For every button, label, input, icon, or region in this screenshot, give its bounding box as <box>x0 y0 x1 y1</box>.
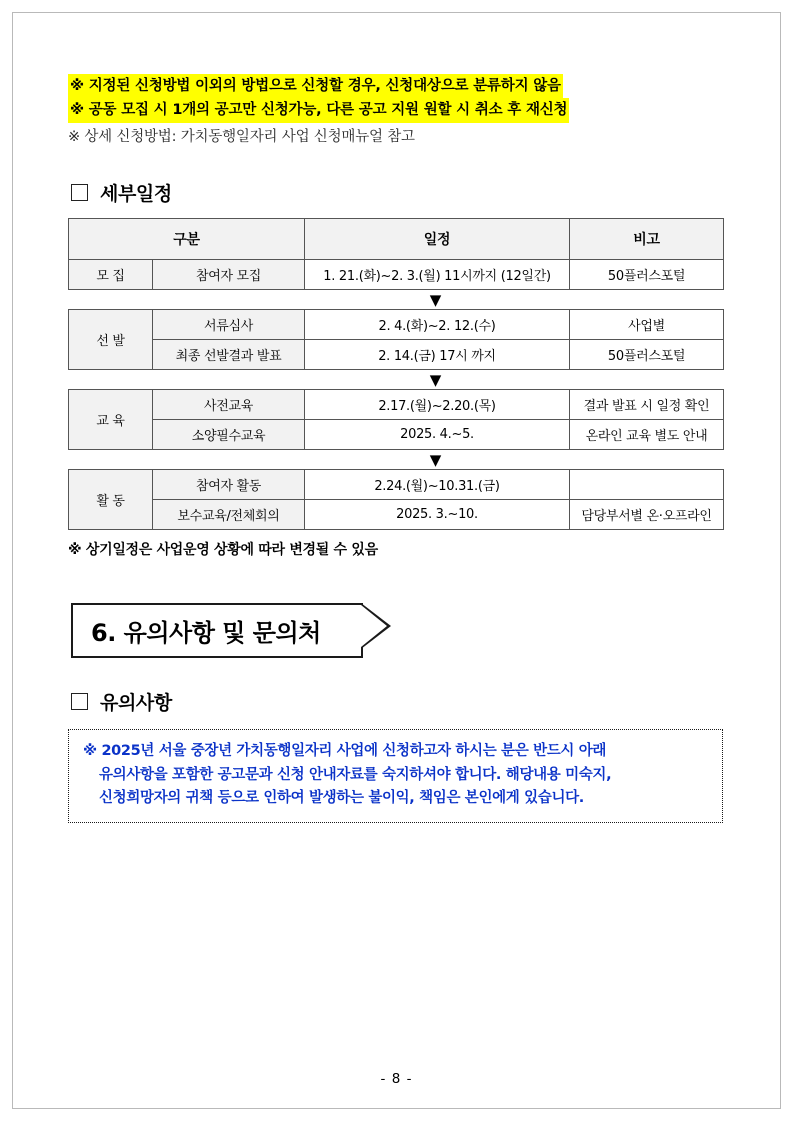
cell-subcategory: 참여자 활동 <box>153 470 305 500</box>
down-arrow-icon: ▼ <box>429 371 442 390</box>
page-number: - 8 - <box>380 1071 413 1087</box>
cell-date: 2.24.(월)~10.31.(금) <box>305 470 570 500</box>
page-content <box>68 74 728 823</box>
table-row <box>69 470 724 500</box>
section-heading-caution <box>71 688 728 715</box>
schedule-table-activity <box>68 469 724 530</box>
header-category: 구분 <box>69 219 305 260</box>
cell-subcategory: 보수교육/전체회의 <box>153 500 305 530</box>
cell-note: 50플러스포털 <box>570 260 724 290</box>
caution-line-1: ※ 2025년 서울 중장년 가치동행일자리 사업에 신청하고자 하시는 분은 반드시 아래 <box>83 743 607 760</box>
notice-highlight-2: ※ 공동 모집 시 1개의 공고만 신청가능, 다른 공고 지원 원할 시 취소 후 재신청 <box>68 98 569 122</box>
caution-box <box>68 729 723 822</box>
cell-subcategory: 사전교육 <box>153 390 305 420</box>
square-bullet-icon <box>71 693 88 710</box>
cell-note <box>570 470 724 500</box>
section-title-caution: 유의사항 <box>100 692 172 715</box>
notice-sub: ※ 상세 신청방법: 가치동행일자리 사업 신청매뉴얼 참고 <box>68 128 415 145</box>
cell-date: 2.17.(월)~2.20.(목) <box>305 390 570 420</box>
section-banner-wrap <box>71 603 363 658</box>
flow-arrow-3 <box>68 450 723 469</box>
schedule-footnote: ※ 상기일정은 사업운영 상황에 따라 변경될 수 있음 <box>68 542 378 559</box>
schedule-table-selection <box>68 309 724 370</box>
header-date: 일정 <box>305 219 570 260</box>
section-heading-schedule <box>71 179 728 206</box>
cell-note: 결과 발표 시 일정 확인 <box>570 390 724 420</box>
notice-highlight-row-1 <box>68 74 728 98</box>
notice-highlight-1: ※ 지정된 신청방법 이외의 방법으로 신청할 경우, 신청대상으로 분류하지 않음 <box>68 74 563 98</box>
table-row <box>69 340 724 370</box>
table-row <box>69 260 724 290</box>
square-bullet-icon <box>71 184 88 201</box>
table-row <box>69 420 724 450</box>
down-arrow-icon: ▼ <box>429 291 442 310</box>
cell-category: 모 집 <box>69 260 153 290</box>
cell-date: 2. 4.(화)~2. 12.(수) <box>305 310 570 340</box>
cell-note: 50플러스포털 <box>570 340 724 370</box>
cell-subcategory: 최종 선발결과 발표 <box>153 340 305 370</box>
cell-category: 활 동 <box>69 470 153 530</box>
table-header-row <box>69 219 724 260</box>
table-row <box>69 390 724 420</box>
section-banner <box>71 603 363 658</box>
schedule-table-education <box>68 389 724 450</box>
cell-date: 2. 14.(금) 17시 까지 <box>305 340 570 370</box>
cell-subcategory: 소양필수교육 <box>153 420 305 450</box>
cell-note: 담당부서별 온·오프라인 <box>570 500 724 530</box>
down-arrow-icon: ▼ <box>429 451 442 470</box>
header-note: 비고 <box>570 219 724 260</box>
cell-date: 2025. 4.~5. <box>305 420 570 450</box>
cell-date: 2025. 3.~10. <box>305 500 570 530</box>
flow-arrow-1 <box>68 290 723 309</box>
cell-date: 1. 21.(화)~2. 3.(월) 11시까지 (12일간) <box>305 260 570 290</box>
cell-subcategory: 참여자 모집 <box>153 260 305 290</box>
cell-subcategory: 서류심사 <box>153 310 305 340</box>
caution-line-3: 신청희망자의 귀책 등으로 인하여 발생하는 불이익, 책임은 본인에게 있습니다. <box>99 790 584 807</box>
cell-category: 선 발 <box>69 310 153 370</box>
schedule-table <box>68 218 724 290</box>
banner-arrow-inner-icon <box>361 605 387 647</box>
notice-block <box>68 74 728 149</box>
notice-highlight-row-2 <box>68 98 728 122</box>
cell-category: 교 육 <box>69 390 153 450</box>
table-row <box>69 500 724 530</box>
table-row <box>69 310 724 340</box>
flow-arrow-2 <box>68 370 723 389</box>
cell-note: 사업별 <box>570 310 724 340</box>
section-banner-label: 6. 유의사항 및 문의처 <box>91 619 321 648</box>
cell-note: 온라인 교육 별도 안내 <box>570 420 724 450</box>
caution-line-2: 유의사항을 포함한 공고문과 신청 안내자료를 숙지하셔야 합니다. 해당내용 미숙지, <box>99 766 612 783</box>
section-title-schedule: 세부일정 <box>100 183 172 206</box>
